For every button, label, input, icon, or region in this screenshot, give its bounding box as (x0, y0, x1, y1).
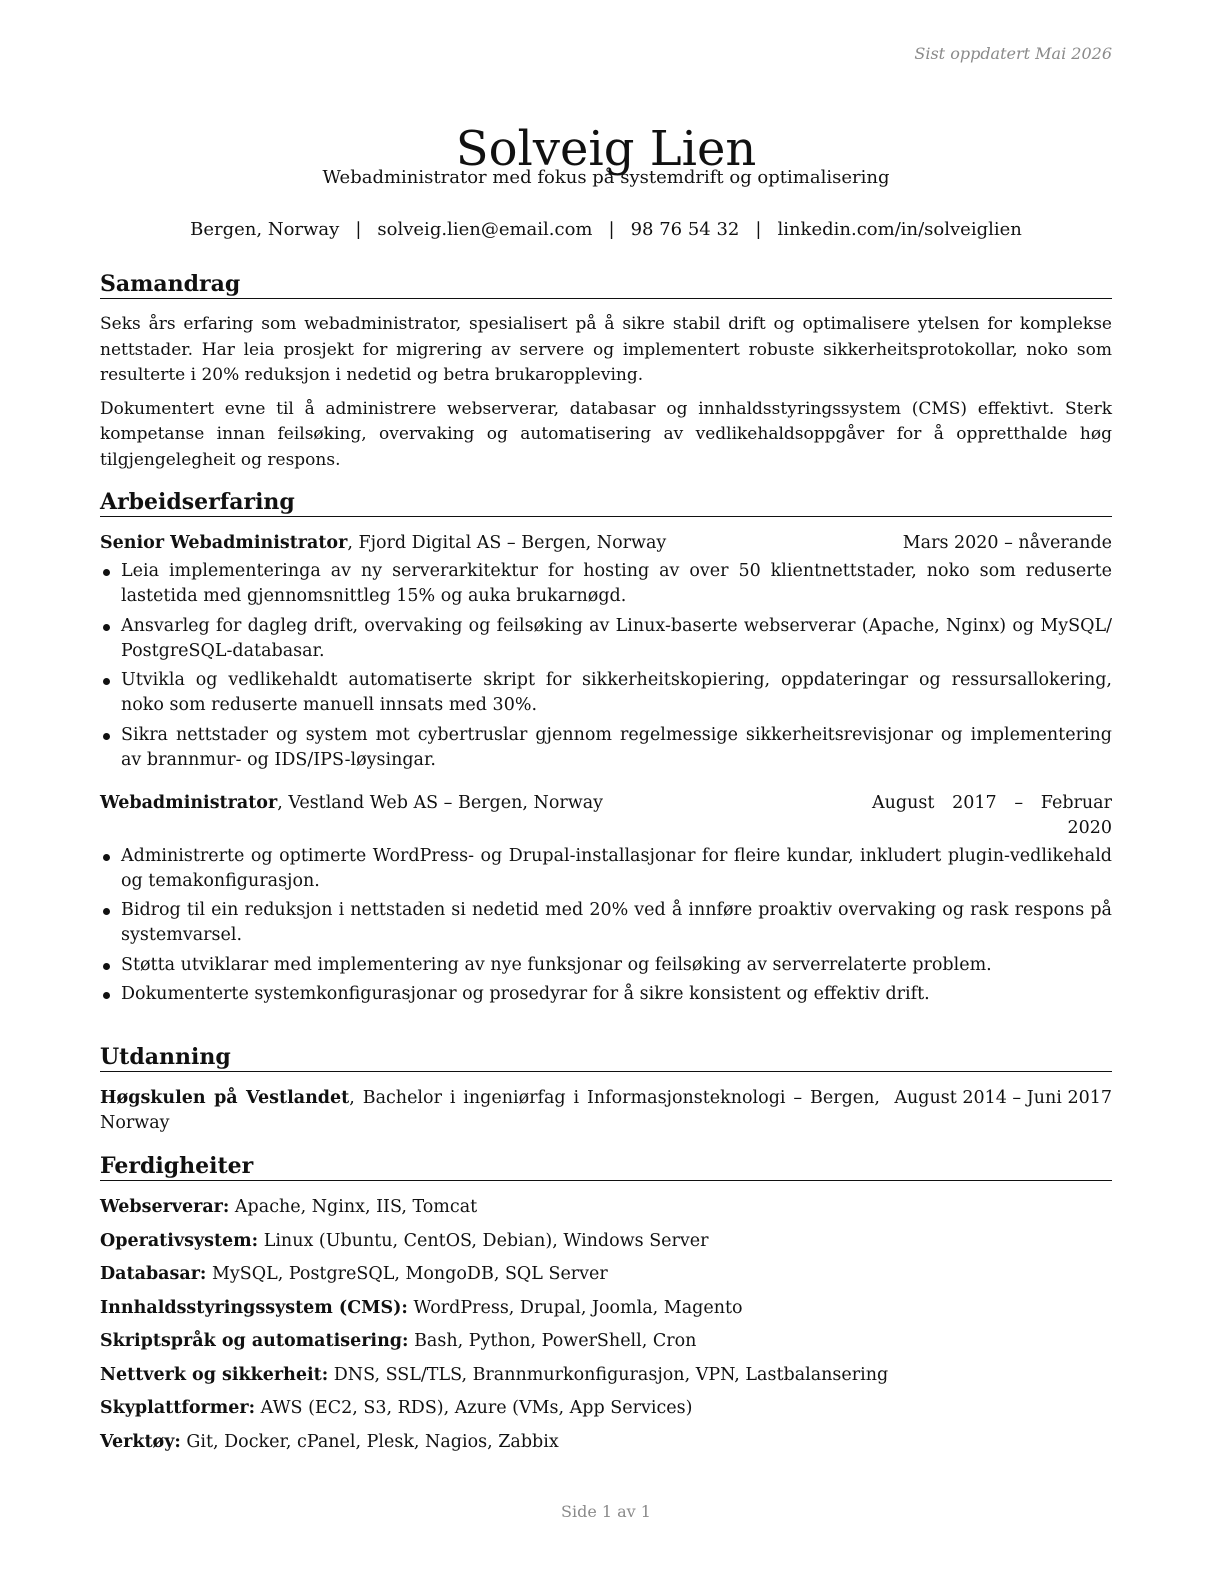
experience-section (100, 489, 1112, 1012)
skill-label: Innhaldsstyringssystem (CMS): (100, 1297, 408, 1318)
skill-value: AWS (EC2, S3, RDS), Azure (VMs, App Services) (255, 1398, 693, 1418)
section-title-education: Utdanning (100, 1044, 1112, 1072)
contact-separator: | (755, 219, 762, 240)
education-dates: August 2014 – Juni 2017 (894, 1088, 1112, 1108)
contact-line (100, 219, 1112, 240)
section-title-experience: Arbeidserfaring (100, 489, 1112, 517)
skill-value: Bash, Python, PowerShell, Cron (408, 1331, 697, 1351)
education-entry (100, 1086, 1112, 1136)
skill-row (100, 1262, 1112, 1287)
skill-row (100, 1396, 1112, 1421)
job-company: , Fjord Digital AS – Bergen, Norway (347, 533, 667, 553)
job-bullet: Leia implementeringa av ny serverarkitektur for hosting av over 50 klientnettstader, noko som reduserte lastetida med gjennomsnittleg 15% og auka brukarnøgd. (100, 559, 1112, 609)
job-header (100, 531, 1112, 556)
education-school: Høgskulen på Vestlandet (100, 1088, 350, 1108)
job-header (100, 791, 1112, 841)
resume-page (100, 0, 1112, 1584)
skills-section (100, 1153, 1112, 1455)
last-updated: Sist oppdatert Mai 2026 (914, 44, 1112, 63)
education-line (100, 1086, 880, 1136)
section-title-skills: Ferdigheiter (100, 1153, 1112, 1181)
contact-email[interactable]: solveig.lien@email.com (377, 219, 593, 240)
skill-label: Skriptspråk og automatisering: (100, 1331, 409, 1351)
job-bullet: Utvikla og vedlikehaldt automatiserte skript for sikkerheitskopiering, oppdateringar og ressursallokering, noko som reduserte manuell innsats med 30%. (100, 668, 1112, 718)
job-title-line (100, 791, 603, 841)
job-bullet: Dokumenterte systemkonfigurasjonar og prosedyrar for å sikre konsistent og effektiv drift. (100, 982, 1112, 1007)
skill-label: Databasar: (100, 1264, 207, 1284)
skill-row (100, 1329, 1112, 1354)
contact-separator: | (355, 219, 362, 240)
candidate-name: Solveig Lien (455, 121, 757, 178)
job-company: , Vestland Web AS – Bergen, Norway (277, 792, 604, 813)
summary-paragraph: Dokumentert evne til å administrere webserverar, databasar og innhaldsstyringssystem (CMS) effektivt. Sterk kompetanse innan feilsøking, overvaking og automatisering av vedlikehaldsoppgåver for å oppretthalde høg tilgjengelegheit og respons. (100, 398, 1112, 470)
skill-label: Nettverk og sikkerheit: (100, 1364, 329, 1385)
job-bullet-list (100, 844, 1112, 1008)
job-role: Senior Webadministrator (100, 533, 348, 553)
job-role: Webadministrator (100, 792, 278, 813)
education-degree: , Bachelor i ingeniørfag i Informasjonsteknologi – Bergen, Norway (100, 1088, 880, 1133)
job-bullet-list (100, 559, 1112, 773)
skill-value: Git, Docker, cPanel, Plesk, Nagios, Zabbix (180, 1431, 559, 1452)
skill-value: MySQL, PostgreSQL, MongoDB, SQL Server (206, 1264, 608, 1284)
contact-phone: 98 76 54 32 (630, 219, 740, 240)
skill-value: Linux (Ubuntu, CentOS, Debian), Windows Server (258, 1230, 709, 1251)
summary-paragraph: Seks års erfaring som webadministrator, spesialisert på å sikre stabil drift og optimalisere ytelsen for komplekse nettstader. Har leia prosjekt for migrering av servere og implementert robuste sikkerheitsprotokollar, noko som resulterte i 20% reduksjon i nedetid og betra brukaroppleving. (100, 314, 1112, 385)
skill-row (100, 1195, 1112, 1220)
skill-row (100, 1229, 1112, 1254)
contact-linkedin[interactable]: linkedin.com/in/solveiglien (777, 219, 1022, 240)
job-bullet: Sikra nettstader og system mot cybertruslar gjennom regelmessige sikkerheitsrevisjonar og implementering av brannmur- og IDS/IPS-løysingar. (100, 723, 1112, 773)
education-section (100, 1044, 1112, 1136)
job-dates: Mars 2020 – nåverande (902, 533, 1112, 553)
job-bullet: Støtta utviklarar med implementering av nye funksjonar og feilsøking av serverrelaterte problem. (100, 953, 1112, 978)
job-title-line (100, 531, 666, 556)
skill-label: Operativsystem: (100, 1230, 259, 1251)
summary-section (100, 271, 1112, 473)
skill-value: WordPress, Drupal, Joomla, Magento (407, 1297, 743, 1318)
section-title-summary: Samandrag (100, 271, 1112, 299)
skill-label: Skyplattformer: (100, 1398, 256, 1418)
job-bullet: Bidrog til ein reduksjon i nettstaden si nedetid med 20% ved å innføre proaktiv overvaking og rask respons på systemvarsel. (100, 898, 1112, 948)
skill-label: Verktøy: (100, 1431, 181, 1452)
skill-value: Apache, Nginx, IIS, Tomcat (229, 1197, 478, 1217)
contact-separator: | (608, 219, 615, 240)
skill-value: DNS, SSL/TLS, Brannmurkonfigurasjon, VPN, Lastbalansering (328, 1364, 889, 1385)
skill-row (100, 1363, 1112, 1388)
job-bullet: Administrerte og optimerte WordPress- og Drupal-installasjonar for fleire kundar, inkludert plugin-vedlikehald og temakonfigurasjon. (100, 844, 1112, 894)
contact-location: Bergen, Norway (190, 219, 340, 240)
page-number: Side 1 av 1 (561, 1502, 651, 1521)
skill-label: Webserverar: (100, 1197, 230, 1217)
job-dates: August 2017 – Februar 2020 (872, 792, 1112, 838)
skill-row (100, 1296, 1112, 1321)
skill-row (100, 1430, 1112, 1455)
candidate-title: Webadministrator med fokus på systemdrift og optimalisering (322, 167, 890, 188)
job-bullet: Ansvarleg for dagleg drift, overvaking og feilsøking av Linux-baserte webserverar (Apache, Nginx) og MySQL/ PostgreSQL-databasar. (100, 614, 1112, 664)
